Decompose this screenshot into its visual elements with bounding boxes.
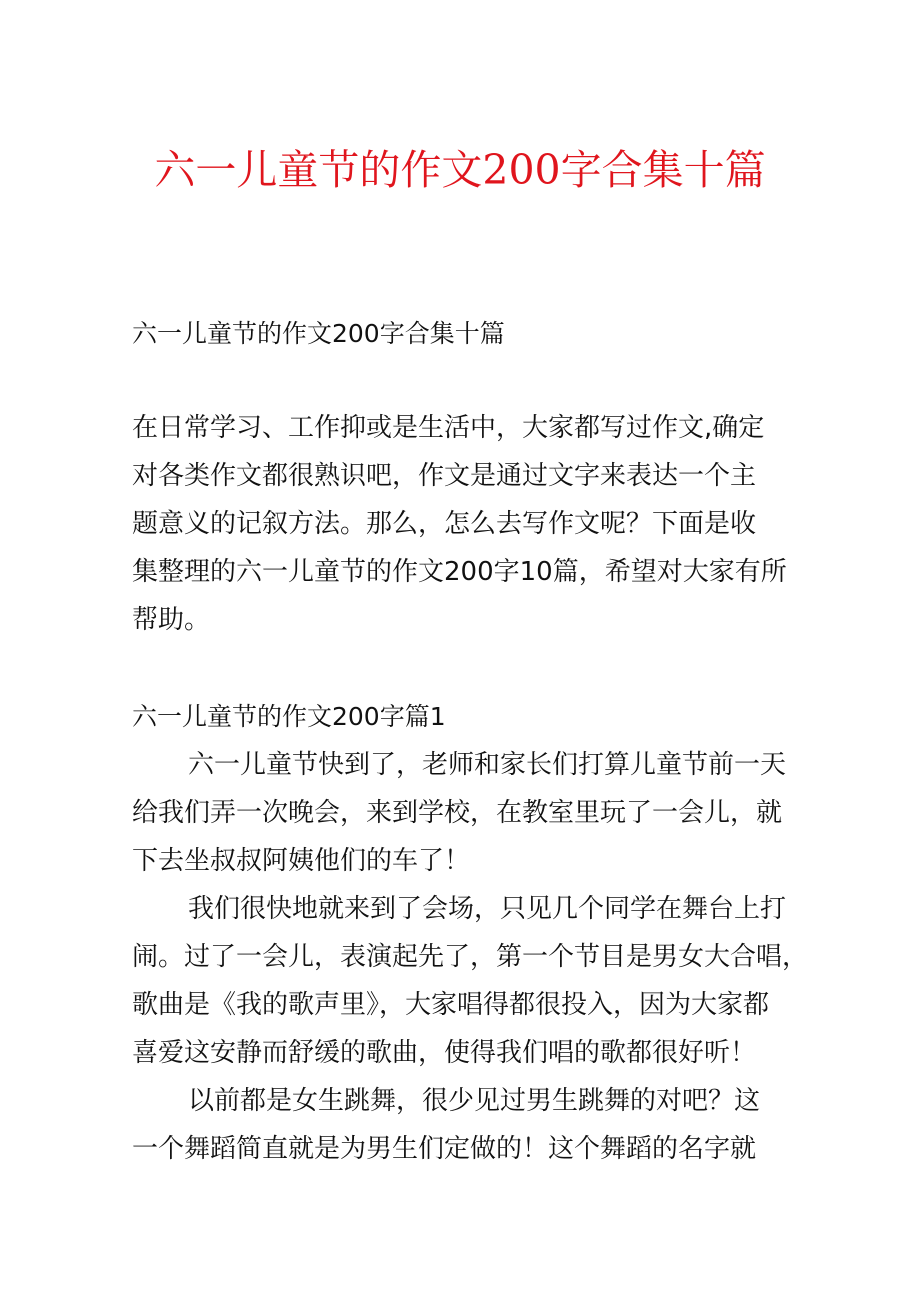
intro-line: 题意义的记叙方法。那么，怎么去写作文呢？下面是收 [132, 509, 757, 539]
paragraph-line: 闹。过了一会儿，表演起先了，第一个节目是男女大合唱， [132, 942, 809, 972]
paragraph-line: 给我们弄一次晚会，来到学校，在教室里玩了一会儿，就 [132, 798, 783, 828]
intro-line: 在日常学习、工作抑或是生活中，大家都写过作文,确定 [132, 413, 765, 443]
paragraph-line: 喜爱这安静而舒缓的歌曲，使得我们唱的歌都很好听！ [132, 1038, 757, 1068]
intro-line: 帮助。 [132, 605, 211, 635]
essay-paragraph-2 [132, 885, 809, 1077]
intro-line: 对各类作文都很熟识吧，作文是通过文字来表达一个主 [132, 461, 757, 491]
document-subtitle: 六一儿童节的作文200字合集十篇 [132, 319, 505, 348]
paragraph-line: 以前都是女生跳舞，很少见过男生跳舞的对吧？这 [188, 1086, 761, 1116]
intro-paragraph [132, 404, 792, 644]
paragraph-line: 我们很快地就来到了会场，只见几个同学在舞台上打 [188, 894, 787, 924]
essay-paragraph-3 [132, 1077, 792, 1173]
paragraph-line: 六一儿童节快到了，老师和家长们打算儿童节前一天 [188, 750, 787, 780]
intro-line: 集整理的六一儿童节的作文200字10篇，希望对大家有所 [132, 557, 787, 587]
section-title: 六一儿童节的作文200字篇1 [132, 702, 446, 731]
paragraph-line: 歌曲是《我的歌声里》，大家唱得都很投入，因为大家都 [132, 990, 770, 1020]
paragraph-line: 一个舞蹈简直就是为男生们定做的！这个舞蹈的名字就 [132, 1134, 757, 1164]
paragraph-line: 下去坐叔叔阿姨他们的车了！ [132, 846, 471, 876]
essay-paragraph-1 [132, 741, 792, 885]
document-title: 六一儿童节的作文200字合集十篇 [154, 146, 766, 194]
